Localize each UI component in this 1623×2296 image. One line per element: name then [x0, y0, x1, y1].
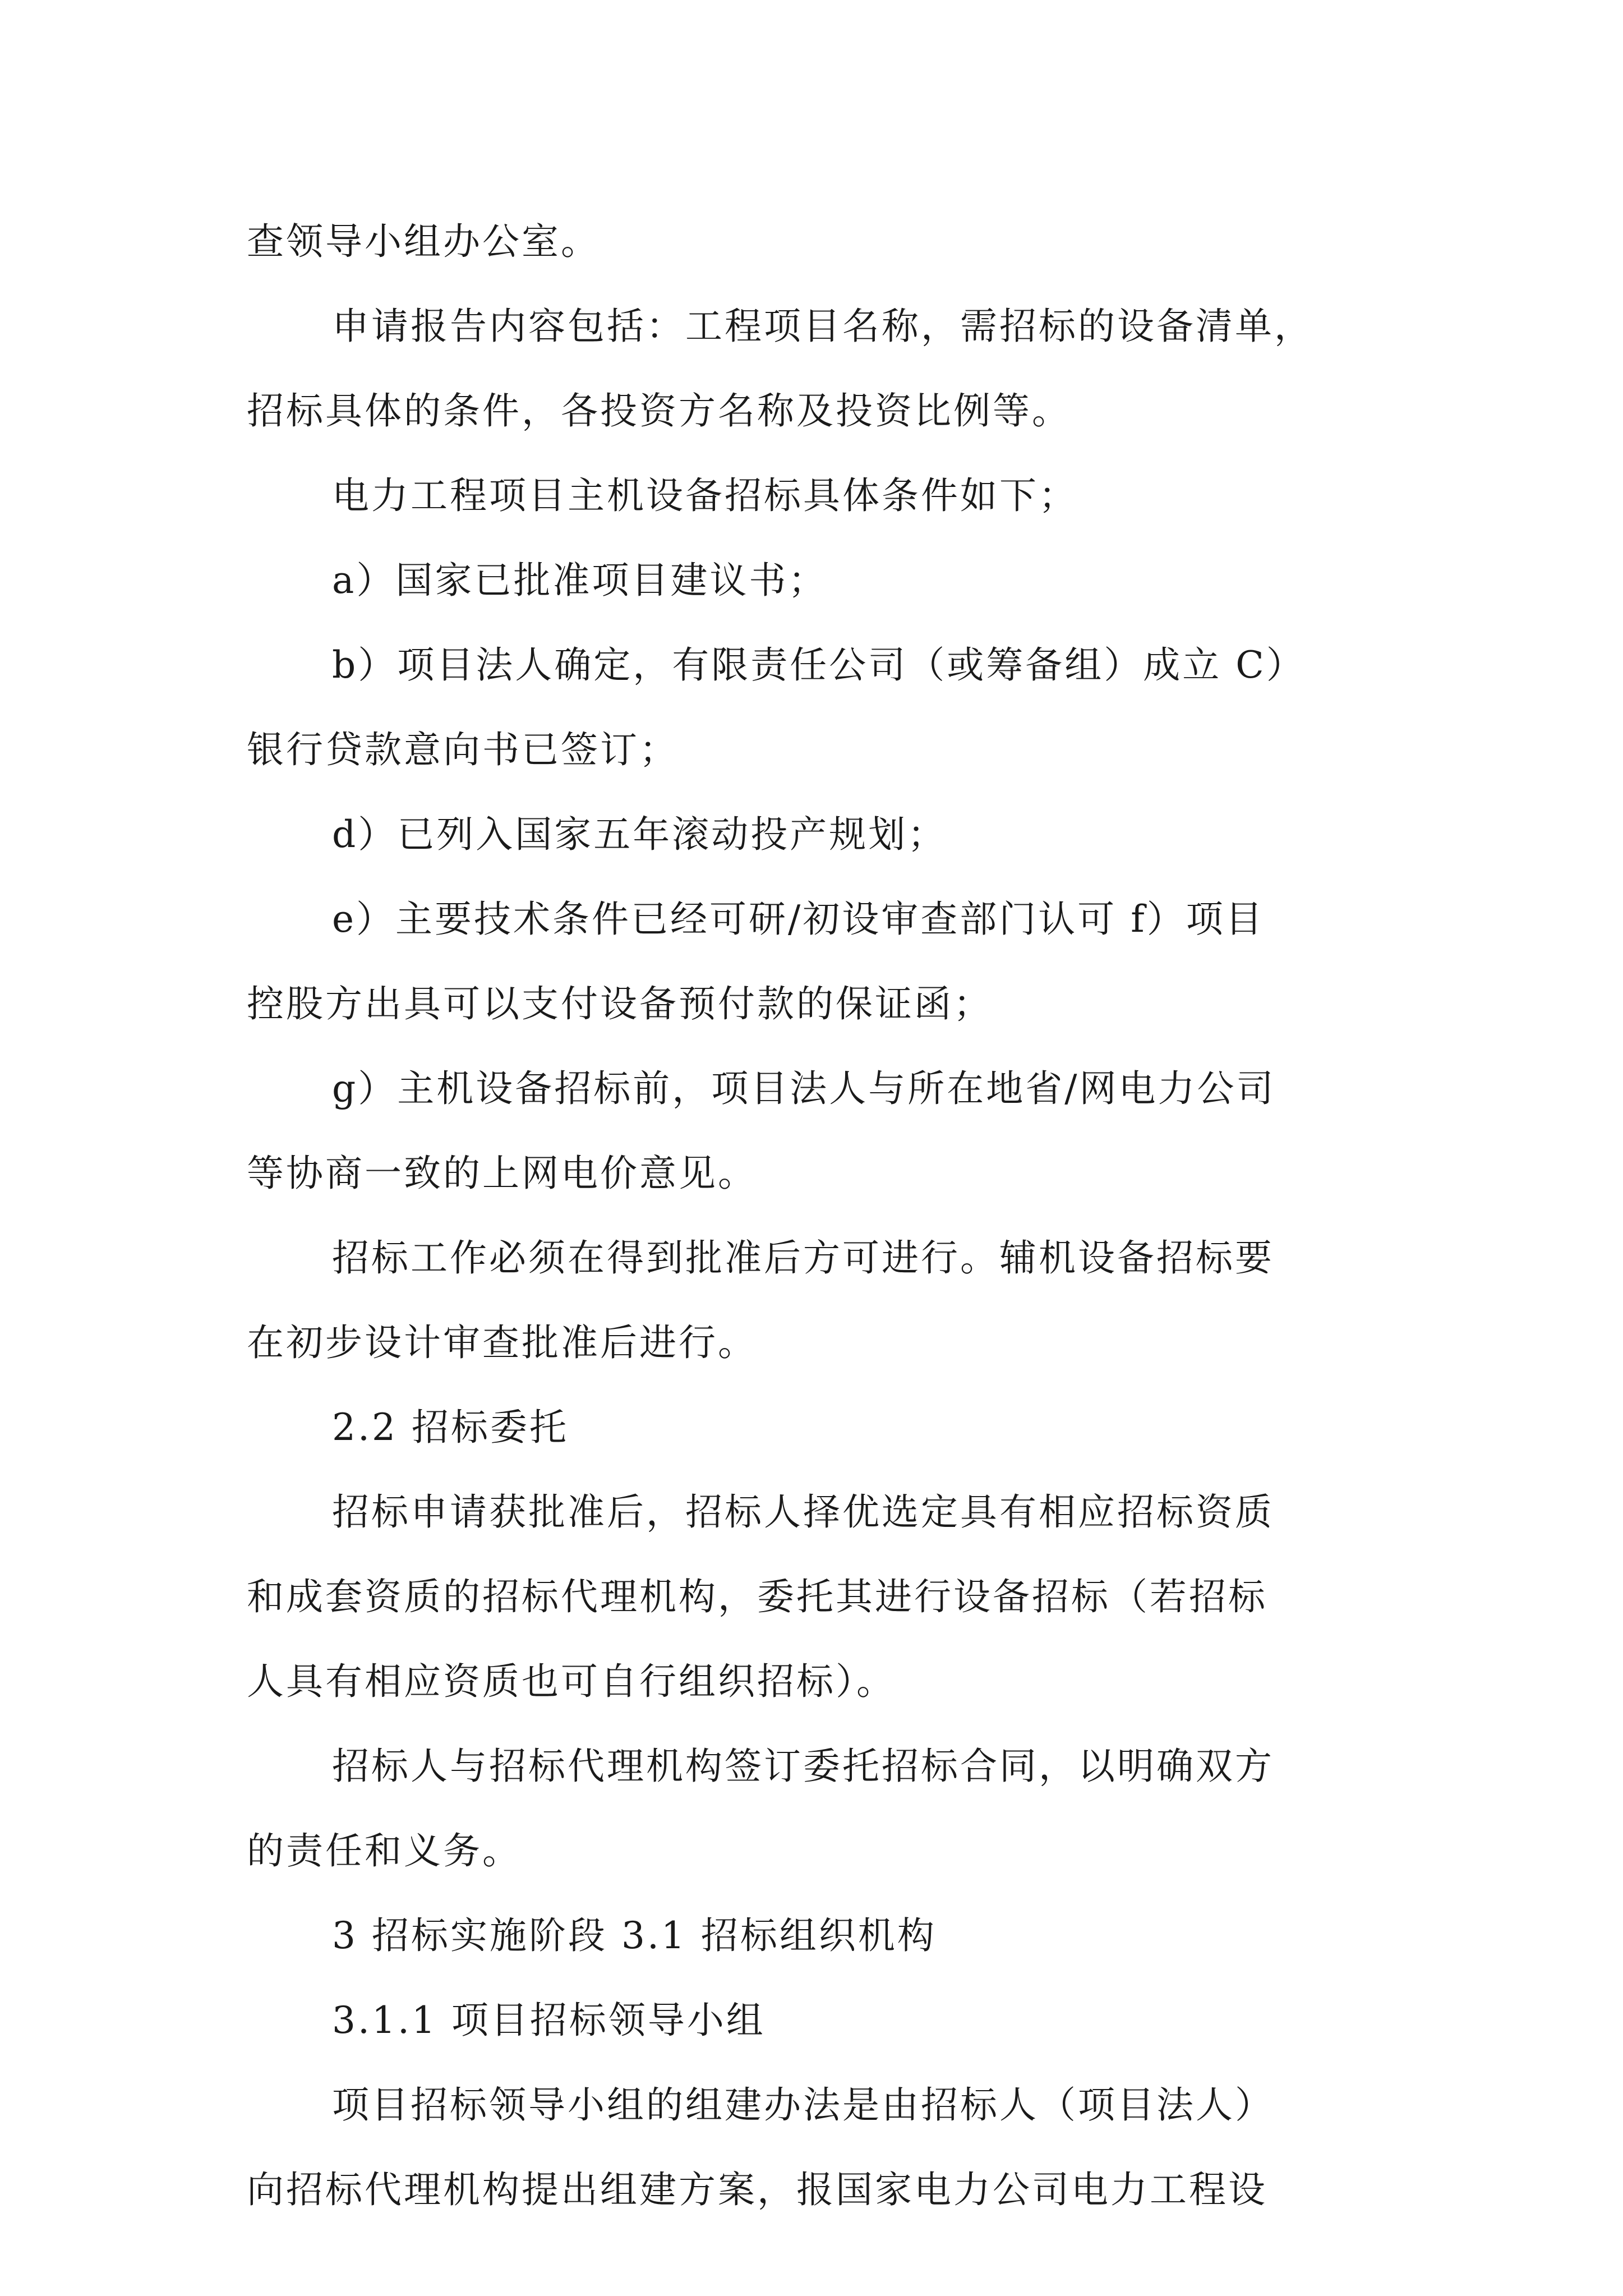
text-line: 申请报告内容包括：工程项目名称，需招标的设备清单， [332, 305, 1313, 348]
text-line: 向招标代理机构提出组建方案，报国家电力公司电力工程设 [247, 2168, 1267, 2211]
text-line: 人具有相应资质也可自行组织招标）。 [247, 1660, 896, 1703]
text-line: 和成套资质的招标代理机构，委托其进行设备招标（若招标 [247, 1575, 1267, 1618]
text-line: 项目招标领导小组的组建办法是由招标人（项目法人） [332, 2083, 1274, 2127]
text-line: 等协商一致的上网电价意见。 [247, 1152, 757, 1195]
section-heading: 3 招标实施阶段 3.1 招标组织机构 [332, 1914, 937, 1957]
text-line: 招标工作必须在得到批准后方可进行。辅机设备招标要 [332, 1236, 1274, 1280]
text-line: 招标申请获批准后，招标人择优选定具有相应招标资质 [332, 1490, 1274, 1534]
list-item-b: b）项目法人确定，有限责任公司（或筹备组）成立 C） [332, 643, 1306, 687]
text-line: 控股方出具可以支付设备预付款的保证函； [247, 982, 993, 1025]
text-line: 电力工程项目主机设备招标具体条件如下； [332, 474, 1078, 517]
list-item-d: d）已列入国家五年滚动投产规划； [332, 813, 947, 856]
list-item-g: g）主机设备招标前，项目法人与所在地省/网电力公司 [332, 1067, 1276, 1110]
text-line: 银行贷款意向书已签订； [247, 728, 679, 771]
section-heading: 3.1.1 项目招标领导小组 [332, 1999, 766, 2042]
text-line: 的责任和义务。 [247, 1829, 522, 1872]
list-item-e: e）主要技术条件已经可研/初设审查部门认可 f）项目 [332, 898, 1265, 941]
text-line: 招标人与招标代理机构签订委托招标合同，以明确双方 [332, 1745, 1274, 1788]
section-heading: 2.2 招标委托 [332, 1406, 569, 1449]
document-body [247, 199, 1402, 2232]
list-item-a: a）国家已批准项目建议书； [332, 559, 828, 602]
text-line: 查领导小组办公室。 [247, 220, 600, 263]
text-line: 在初步设计审查批准后进行。 [247, 1321, 757, 1364]
text-line: 招标具体的条件，各投资方名称及投资比例等。 [247, 389, 1071, 432]
